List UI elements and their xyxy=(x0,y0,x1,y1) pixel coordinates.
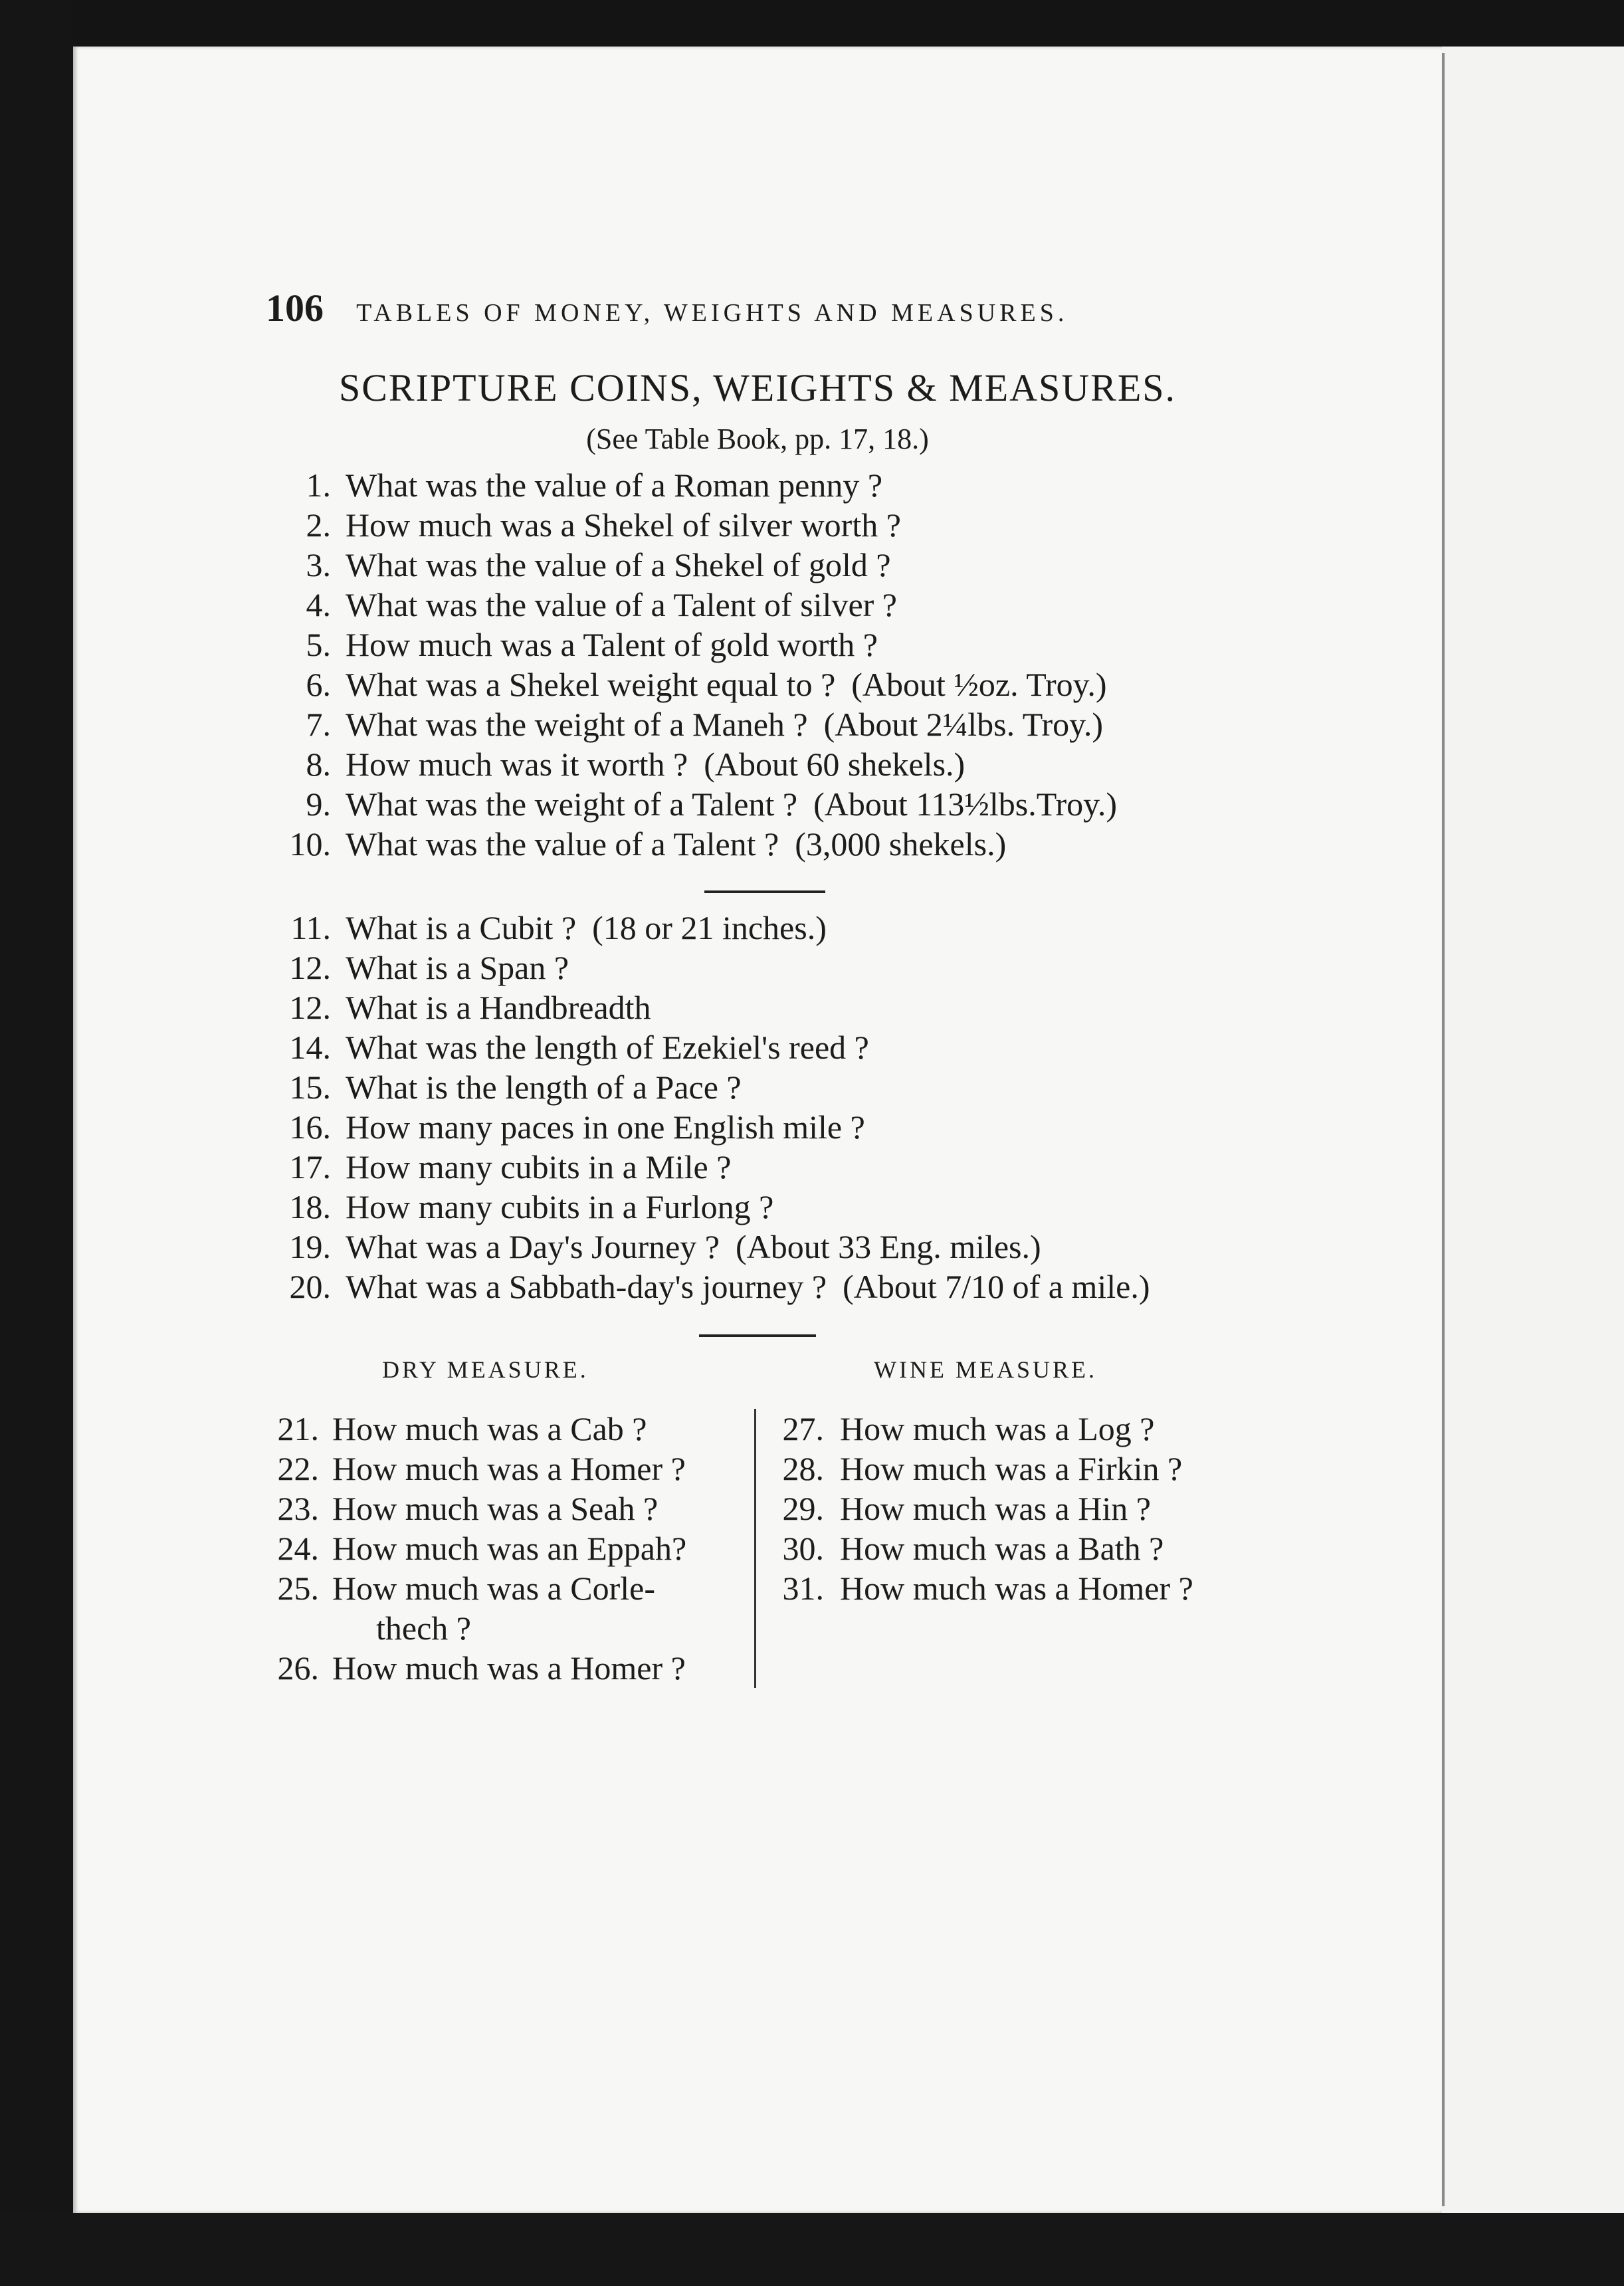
question-number: 12. xyxy=(289,989,331,1026)
question-number: 25. xyxy=(277,1570,319,1607)
question-text: How much was a Firkin ? xyxy=(840,1450,1183,1487)
question-text: How many paces in one English mile ? xyxy=(346,1108,865,1146)
question-row xyxy=(764,1449,1282,1489)
section-rule xyxy=(699,1334,816,1337)
question-text: How much was a Talent of gold worth ? xyxy=(346,626,878,663)
question-number: 19. xyxy=(289,1228,331,1265)
question-row xyxy=(253,1568,758,1608)
question-row xyxy=(253,465,1289,505)
question-number: 1. xyxy=(306,467,331,504)
running-head xyxy=(266,286,1196,332)
section-rule xyxy=(704,890,825,893)
question-text: How much was a Log ? xyxy=(840,1410,1155,1447)
question-row xyxy=(253,1449,758,1489)
question-row xyxy=(253,625,1289,665)
question-text: What is a Handbreadth xyxy=(346,989,651,1026)
question-number: 26. xyxy=(277,1649,319,1687)
question-row xyxy=(253,784,1289,824)
question-text: What was the weight of a Talent ? xyxy=(346,785,798,823)
question-list-coins-weights xyxy=(253,465,1289,864)
question-row xyxy=(253,665,1289,704)
question-text: How much was a Cab ? xyxy=(332,1410,647,1447)
answer-note: (About 60 shekels.) xyxy=(704,746,965,783)
question-number: 27. xyxy=(782,1410,824,1447)
question-row xyxy=(253,1027,1289,1067)
question-text: What was a Day's Journey ? xyxy=(346,1228,720,1265)
question-text: What was the weight of a Maneh ? xyxy=(346,706,808,743)
question-row xyxy=(253,987,1289,1027)
question-row xyxy=(253,585,1289,625)
question-continuation: thech ? xyxy=(376,1610,471,1647)
question-text: How much was a Seah ? xyxy=(332,1490,659,1527)
dry-measure-heading: DRY MEASURE. xyxy=(382,1356,589,1383)
column-divider xyxy=(754,1409,756,1688)
question-text: How much was a Corle- xyxy=(332,1570,655,1607)
facing-page-edge xyxy=(1442,47,1624,2213)
question-text: How much was a Hin ? xyxy=(840,1490,1151,1527)
section-subtitle: (See Table Book, pp. 17, 18.) xyxy=(586,423,929,455)
question-number: 3. xyxy=(306,546,331,583)
running-title: TABLES OF MONEY, WEIGHTS AND MEASURES. xyxy=(356,299,1068,327)
scan-border-left xyxy=(0,0,73,2286)
question-text: How much was a Homer ? xyxy=(332,1649,686,1687)
question-text: How much was an Eppah? xyxy=(332,1530,687,1567)
question-text: How much was a Bath ? xyxy=(840,1530,1164,1567)
question-number: 2. xyxy=(306,506,331,544)
answer-note: (About 113½lbs.Troy.) xyxy=(813,785,1118,823)
question-number: 29. xyxy=(782,1490,824,1527)
scan-border-bottom xyxy=(0,2213,1624,2286)
question-text: What was the value of a Talent ? xyxy=(346,825,779,863)
question-row xyxy=(764,1528,1282,1568)
question-number: 30. xyxy=(782,1530,824,1567)
wine-measure-heading: WINE MEASURE. xyxy=(874,1356,1097,1383)
question-row xyxy=(253,505,1289,545)
question-row xyxy=(253,1107,1289,1147)
question-number: 20. xyxy=(289,1268,331,1305)
question-row xyxy=(253,1489,758,1528)
question-text: What was a Sabbath-day's journey ? xyxy=(346,1268,827,1305)
question-text: What was the length of Ezekiel's reed ? xyxy=(346,1029,869,1066)
question-number: 11. xyxy=(290,909,331,946)
question-text: What was a Shekel weight equal to ? xyxy=(346,666,836,703)
question-row xyxy=(253,744,1289,784)
question-number: 4. xyxy=(306,586,331,623)
question-number: 17. xyxy=(289,1148,331,1186)
question-number: 9. xyxy=(306,785,331,823)
question-number: 18. xyxy=(289,1188,331,1225)
question-number: 15. xyxy=(289,1069,331,1106)
question-row xyxy=(253,545,1289,585)
answer-note: (18 or 21 inches.) xyxy=(592,909,827,946)
wine-measure-list xyxy=(764,1409,1282,1608)
question-number: 8. xyxy=(306,746,331,783)
question-row xyxy=(253,824,1289,864)
question-text: What was the value of a Shekel of gold ? xyxy=(346,546,891,583)
question-text: What was the value of a Roman penny ? xyxy=(346,467,883,504)
question-row xyxy=(253,1528,758,1568)
question-row xyxy=(764,1489,1282,1528)
question-number: 6. xyxy=(306,666,331,703)
question-row xyxy=(253,1067,1289,1107)
answer-note: (3,000 shekels.) xyxy=(795,825,1007,863)
question-row xyxy=(253,1409,758,1449)
answer-note: (About 33 Eng. miles.) xyxy=(736,1228,1041,1265)
question-row xyxy=(253,948,1289,987)
question-text: How much was it worth ? xyxy=(346,746,688,783)
question-text: What is a Cubit ? xyxy=(346,909,577,946)
question-number: 10. xyxy=(289,825,331,863)
question-row xyxy=(253,1648,758,1688)
question-text: What is the length of a Pace ? xyxy=(346,1069,742,1106)
question-row xyxy=(764,1568,1282,1608)
question-number: 14. xyxy=(289,1029,331,1066)
question-number: 5. xyxy=(306,626,331,663)
question-number: 24. xyxy=(277,1530,319,1567)
answer-note: (About 7/10 of a mile.) xyxy=(843,1268,1150,1305)
question-row xyxy=(253,1147,1289,1187)
question-text: What is a Span ? xyxy=(346,949,569,986)
question-text: What was the value of a Talent of silver ? xyxy=(346,586,897,623)
question-number: 23. xyxy=(277,1490,319,1527)
question-number: 21. xyxy=(277,1410,319,1447)
question-row xyxy=(764,1409,1282,1449)
question-row xyxy=(253,704,1289,744)
question-row xyxy=(253,1267,1289,1306)
question-list-lengths xyxy=(253,908,1289,1306)
question-number: 16. xyxy=(289,1108,331,1146)
question-number: 12. xyxy=(289,949,331,986)
question-number: 31. xyxy=(782,1570,824,1607)
section-title: SCRIPTURE COINS, WEIGHTS & MEASURES. xyxy=(338,366,1177,409)
question-row xyxy=(253,1227,1289,1267)
scan-border-top xyxy=(0,0,1624,47)
answer-note: (About 2¼lbs. Troy.) xyxy=(823,706,1104,743)
page-gutter xyxy=(1442,53,1445,2206)
question-text: How much was a Homer ? xyxy=(332,1450,686,1487)
question-number: 22. xyxy=(277,1450,319,1487)
question-text: How much was a Homer ? xyxy=(840,1570,1193,1607)
question-row xyxy=(253,908,1289,948)
question-number: 28. xyxy=(782,1450,824,1487)
answer-note: (About ½oz. Troy.) xyxy=(851,666,1107,703)
question-number: 7. xyxy=(306,706,331,743)
page-number: 106 xyxy=(266,286,324,330)
question-text: How much was a Shekel of silver worth ? xyxy=(346,506,901,544)
dry-measure-list xyxy=(253,1409,758,1688)
question-text: How many cubits in a Furlong ? xyxy=(346,1188,774,1225)
question-row xyxy=(253,1187,1289,1227)
question-text: How many cubits in a Mile ? xyxy=(346,1148,732,1186)
